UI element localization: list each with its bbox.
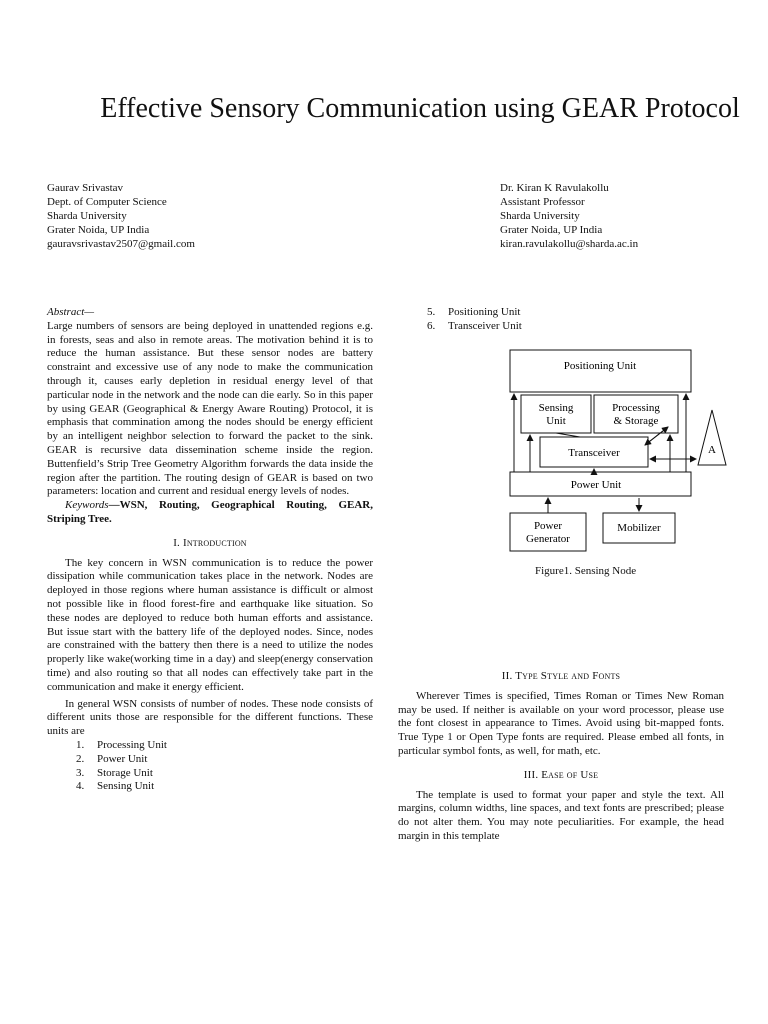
transceiver-label: Transceiver bbox=[568, 447, 620, 459]
sensing-node-diagram bbox=[500, 345, 740, 555]
author-name: Dr. Kiran K Ravulakollu bbox=[500, 182, 609, 194]
list-item: 3. Storage Unit bbox=[87, 767, 373, 781]
processing-label-2: & Storage bbox=[613, 415, 659, 427]
author-name: Gaurav Srivastav bbox=[47, 182, 124, 194]
author-location: Grater Noida, UP India bbox=[500, 224, 603, 236]
author-org: Sharda University bbox=[500, 210, 580, 222]
list-item: 5. Positioning Unit bbox=[438, 306, 724, 320]
power-generator-label: Power bbox=[533, 520, 563, 532]
positioning-unit-label: Positioning Unit bbox=[563, 360, 637, 372]
list-item: 4. Sensing Unit bbox=[87, 780, 373, 794]
intro-paragraph-2: In general WSN consists of number of nodes. These node consists of different units those are responsible for the different functions. These units are bbox=[47, 697, 373, 738]
power-generator-label-2: Generator bbox=[526, 533, 570, 545]
list-item: 6. Transceiver Unit bbox=[438, 320, 724, 334]
units-list-continued bbox=[398, 306, 724, 334]
arrow bbox=[645, 427, 668, 445]
right-column-list bbox=[398, 306, 724, 334]
processing-label: Processing bbox=[612, 402, 660, 414]
intro-paragraph-1: The key concern in WSN communication is to reduce the power dissipation while communication takes place in the network. Nodes are deployed in those regions where human assistance is difficult or almost not possible like in flood forest-fire and earthquake like situation. So these nodes are deployed to reduce both human efforts and assistance. But issue start with the battery life of the deployed nodes. Since, nodes are constrained with the battery then there is a need to utilize the nodes properly like wake(working time in a day) and sleep(energy conservation time) and also routing so that all nodes can effectively take part in the communication and make it energy efficient. bbox=[47, 556, 373, 693]
units-list bbox=[47, 739, 373, 794]
figure-caption: Figure1. Sensing Node bbox=[535, 565, 637, 577]
author-org: Sharda University bbox=[47, 210, 127, 222]
author-email: gauravsrivastav2507@gmail.com bbox=[47, 238, 195, 250]
power-unit-label: Power Unit bbox=[570, 479, 622, 491]
processing-storage-box bbox=[594, 395, 678, 433]
left-column bbox=[47, 306, 373, 794]
section-heading-intro: I. Introduction bbox=[173, 536, 247, 549]
author-location: Grater Noida, UP India bbox=[47, 224, 150, 236]
list-item: 1. Processing Unit bbox=[87, 739, 373, 753]
connector bbox=[556, 433, 580, 437]
right-column bbox=[398, 666, 724, 844]
author-dept: Dept. of Computer Science bbox=[47, 196, 167, 208]
mobilizer-label: Mobilizer bbox=[617, 522, 661, 534]
abstract-text: Large numbers of sensors are being deployed in unattended regions e.g. in forests, seas and also in remote areas. The motivation behind it is to reduce the human assistance. But these sensor nodes are battery constraint and excessive use of any node to make the communication through it, causes early depletion in residual energy level of that particular node in the network and the node can die early. So in this paper by using GEAR (Geographical & Energy Aware Routing) Protocol, it is emphasis that commination among the nodes should be energy efficient by an intelligent neighbor selection to forward the packet to the sink. GEAR is recursive data dissemination scheme inside the region. Buttenfield’s Strip Tree Geometry Algorithm forwards the data inside the region after the partition. The routing design of GEAR is based on two parameters: location and current and residual energy levels of nodes. bbox=[47, 319, 373, 498]
fonts-paragraph: Wherever Times is specified, Times Roman or Times New Roman may be used. If neither is available on your word processor, please use the font closest in appearance to Times. Avoid using bit-mapped fonts. True Type 1 or Open Type fonts are required. Please embed all fonts, in particular symbol fonts, as well, for math, etc. bbox=[398, 689, 724, 757]
abstract-label: Abstract— bbox=[47, 306, 95, 318]
sensing-unit-label: Sensing bbox=[538, 402, 574, 414]
paper-title: Effective Sensory Communication using GEAR Protocol bbox=[100, 93, 740, 124]
section-heading-ease: III. Ease of Use bbox=[523, 768, 599, 781]
sensing-unit-label-2: Unit bbox=[546, 415, 566, 427]
author-block-2 bbox=[500, 181, 638, 251]
author-block-1 bbox=[47, 181, 195, 251]
antenna-label: A bbox=[708, 444, 716, 456]
section-heading-fonts: II. Type Style and Fonts bbox=[501, 670, 621, 682]
sensing-unit-box bbox=[521, 395, 591, 433]
author-email: kiran.ravulakollu@sharda.ac.in bbox=[500, 238, 639, 250]
power-generator-box bbox=[510, 513, 586, 551]
antenna-shape bbox=[698, 410, 726, 465]
author-dept: Assistant Professor bbox=[500, 196, 585, 208]
ease-paragraph: The template is used to format your paper and style the text. All margins, column widths, line spaces, and text fonts are prescribed; please do not alter them. You may note peculiarities. For example, the head margin in this template bbox=[398, 788, 724, 842]
keywords: Keywords—WSN, Routing, Geographical Routing, GEAR, Striping Tree. bbox=[47, 499, 373, 525]
list-item: 2. Power Unit bbox=[87, 753, 373, 767]
